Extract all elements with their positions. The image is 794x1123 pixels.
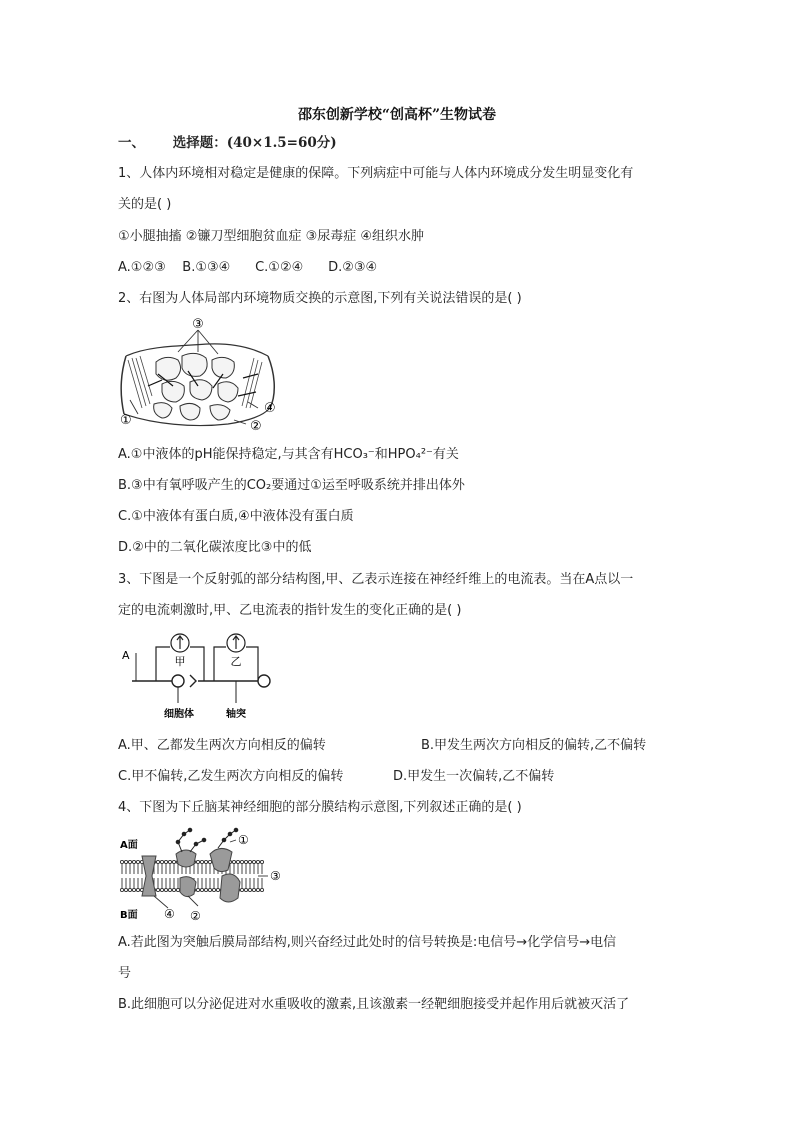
lipid-head xyxy=(200,888,203,891)
lipid-head xyxy=(136,860,139,863)
lipid-head xyxy=(160,860,163,863)
fig2-label-2: ② xyxy=(250,419,262,434)
lipid-head xyxy=(208,888,211,891)
lipid-head xyxy=(248,888,251,891)
lipid-head xyxy=(168,860,171,863)
section-label: 选择题：(40×1.5=60分) xyxy=(172,135,337,151)
lipid-head xyxy=(252,860,255,863)
lipid-head xyxy=(124,860,127,863)
lipid-head xyxy=(216,888,219,891)
q1-options: A.①②③ B.①③④ C.①②④ D.②③④ xyxy=(118,260,378,275)
lipid-head xyxy=(128,860,131,863)
fig4-label-a-side: A面 xyxy=(120,840,138,851)
q2-option-c: C.①中液体有蛋白质,④中液体没有蛋白质 xyxy=(118,509,354,524)
lipid-head xyxy=(244,860,247,863)
lipid-head xyxy=(176,888,179,891)
q4-option-a-line1: A.若此图为突触后膜局部结构,则兴奋经过此处时的信号转换是:电信号→化学信号→电信 xyxy=(118,935,617,950)
fig3-label-axon: 轴突 xyxy=(226,709,246,720)
q2-option-a: A.①中液体的pH能保持稳定,与其含有HCO₃⁻和HPO₄²⁻有关 xyxy=(118,447,459,462)
q4-option-a-line2: 号 xyxy=(118,966,132,981)
fig3-label-jia: 甲 xyxy=(174,655,186,668)
fig4-label-4: ④ xyxy=(164,907,175,921)
lipid-head xyxy=(260,860,263,863)
fig3-label-cell-body: 细胞体 xyxy=(164,709,194,720)
q3-option-a: A.甲、乙都发生两次方向相反的偏转 xyxy=(118,738,326,753)
fig2-label-3: ③ xyxy=(192,317,204,332)
q1-stem-line2: 关的是( ) xyxy=(118,197,172,212)
lipid-head xyxy=(160,888,163,891)
q1-items: ①小腿抽搐 ②镰刀型细胞贫血症 ③尿毒症 ④组织水肿 xyxy=(118,229,425,244)
lipid-head xyxy=(256,860,259,863)
lipid-head xyxy=(132,888,135,891)
lipid-head xyxy=(132,860,135,863)
q3-option-c: C.甲不偏转,乙发生两次方向相反的偏转 xyxy=(118,769,344,784)
q2-stem: 2、右图为人体局部内环境物质交换的示意图,下列有关说法错误的是( ) xyxy=(118,291,522,306)
lipid-head xyxy=(172,860,175,863)
lipid-head xyxy=(252,888,255,891)
lipid-head xyxy=(256,888,259,891)
lipid-head xyxy=(236,860,239,863)
fig2-label-4: ④ xyxy=(264,401,276,416)
lipid-head xyxy=(164,888,167,891)
fig4-label-3: ③ xyxy=(270,869,281,883)
section-number: 一、 xyxy=(118,135,145,151)
reflex-arc-figure xyxy=(118,631,283,723)
lipid-head xyxy=(196,888,199,891)
lipid-head xyxy=(204,888,207,891)
q4-stem: 4、下图为下丘脑某神经细胞的部分膜结构示意图,下列叙述正确的是( ) xyxy=(118,800,522,815)
lipid-head xyxy=(248,860,251,863)
lipid-head xyxy=(172,888,175,891)
lipid-head xyxy=(200,860,203,863)
fig4-label-1: ① xyxy=(238,833,249,847)
q2-option-b: B.③中有氧呼吸产生的CO₂要通过①运至呼吸系统并排出体外 xyxy=(118,478,465,493)
lipid-head xyxy=(136,888,139,891)
q2-option-d: D.②中的二氧化碳浓度比③中的低 xyxy=(118,540,312,555)
lipid-head xyxy=(156,888,159,891)
lipid-head xyxy=(120,860,123,863)
section-heading xyxy=(118,135,337,151)
lipid-head xyxy=(128,888,131,891)
lipid-head xyxy=(164,860,167,863)
fig4-label-2: ② xyxy=(190,909,201,922)
lipid-head xyxy=(124,888,127,891)
q3-stem-line1: 3、下图是一个反射弧的部分结构图,甲、乙表示连接在神经纤维上的电流表。当在A点以一 xyxy=(118,572,634,587)
lipid-head xyxy=(212,888,215,891)
lipid-head xyxy=(232,860,235,863)
lipid-head xyxy=(196,860,199,863)
q4-option-b: B.此细胞可以分泌促进对水重吸收的激素,且该激素一经靶细胞接受并起作用后就被灭活了 xyxy=(118,997,630,1012)
lipid-head xyxy=(156,860,159,863)
lipid-head xyxy=(244,888,247,891)
fig3-label-yi: 乙 xyxy=(230,655,242,668)
fig2-label-1: ① xyxy=(120,413,132,428)
lipid-head xyxy=(204,860,207,863)
fig3-label-a: A xyxy=(122,649,130,662)
q3-option-d: D.甲发生一次偏转,乙不偏转 xyxy=(393,769,555,784)
lipid-head xyxy=(260,888,263,891)
lipid-head xyxy=(120,888,123,891)
lipid-head xyxy=(208,860,211,863)
tissue-exchange-figure xyxy=(118,316,278,438)
q3-stem-line2: 定的电流刺激时,甲、乙电流表的指针发生的变化正确的是( ) xyxy=(118,603,462,618)
exam-title: 邵东创新学校“创高杯”生物试卷 xyxy=(297,107,497,123)
lipid-head xyxy=(168,888,171,891)
membrane-figure xyxy=(118,826,288,922)
lipid-head xyxy=(240,888,243,891)
q3-option-b: B.甲发生两次方向相反的偏转,乙不偏转 xyxy=(421,738,647,753)
fig4-label-b-side: B面 xyxy=(120,910,138,921)
lipid-head xyxy=(240,860,243,863)
q1-stem-line1: 1、人体内环境相对稳定是健康的保障。下列病症中可能与人体内环境成分发生明显变化有 xyxy=(118,166,634,181)
